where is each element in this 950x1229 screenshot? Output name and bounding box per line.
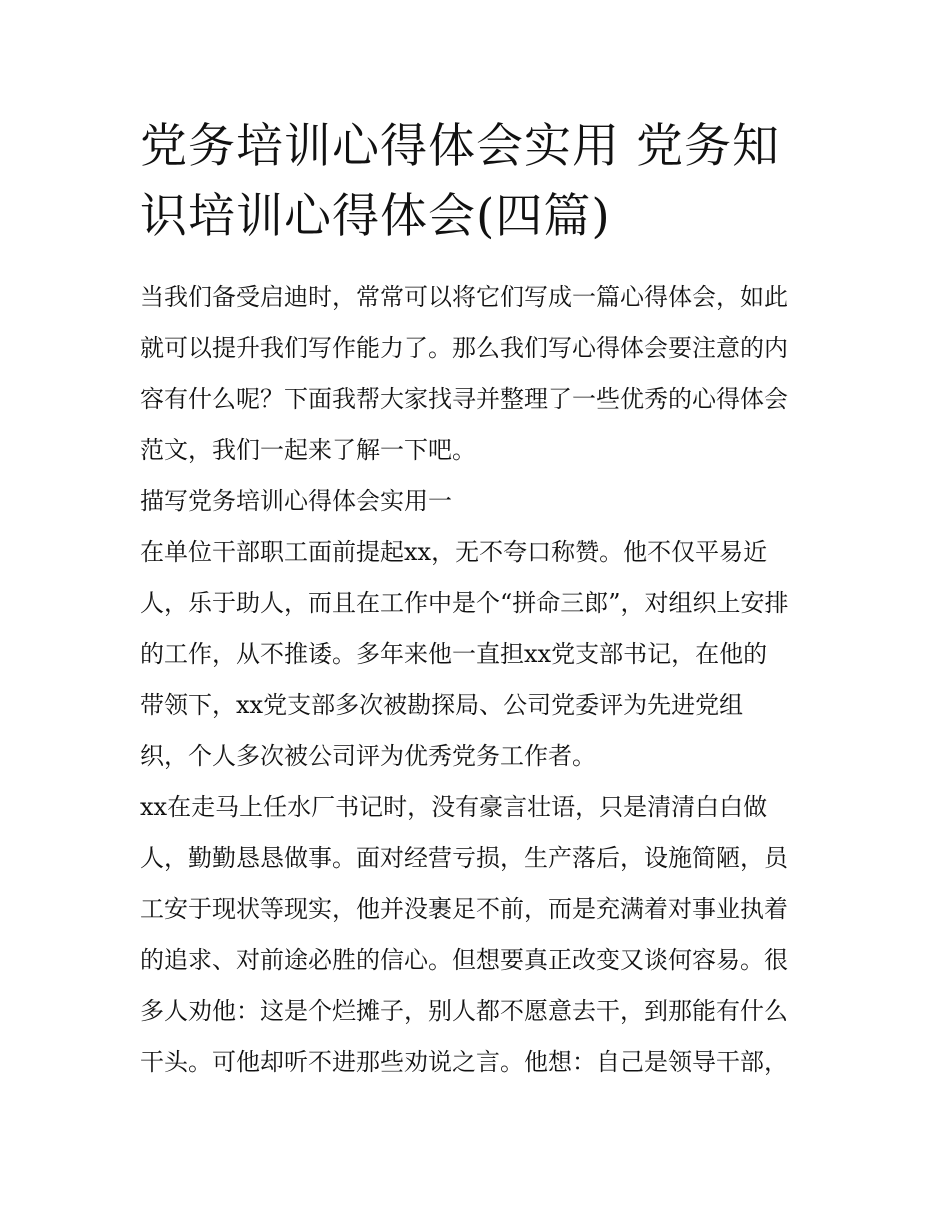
body-line-10: 织，个人多次被公司评为优秀党务工作者。 <box>140 742 596 770</box>
body-line-7: 人，乐于助人，而且在工作中是个“拼命三郎”，对组织上安排 <box>140 589 789 617</box>
body-line-8: 的工作，从不推诿。多年来他一直担xx党支部书记，在他的 <box>140 640 768 668</box>
document-body <box>140 272 820 1088</box>
body-line-12: 人，勤勤恳恳做事。面对经营亏损，生产落后，设施简陋，员 <box>140 844 788 872</box>
title-line-2: 识培训心得体会(四篇) <box>140 189 611 244</box>
body-line-9: 带领下，xx党支部多次被勘探局、公司党委评为先进党组 <box>140 691 744 719</box>
body-line-11: xx在走马上任水厂书记时，没有豪言壮语，只是清清白白做 <box>140 793 768 821</box>
body-line-13: 工安于现状等现实，他并没裹足不前，而是充满着对事业执着 <box>140 895 788 923</box>
body-line-15: 多人劝他：这是个烂摊子，别人都不愿意去干，到那能有什么 <box>140 997 788 1025</box>
body-line-14: 的追求、对前途必胜的信心。但想要真正改变又谈何容易。很 <box>140 946 788 974</box>
document-title <box>140 112 820 252</box>
body-line-3: 容有什么呢？下面我帮大家找寻并整理了一些优秀的心得体会 <box>140 385 788 413</box>
section-heading: 描写党务培训心得体会实用一 <box>140 487 452 515</box>
document-content <box>140 112 820 1088</box>
body-line-6: 在单位干部职工面前提起xx，无不夸口称赞。他不仅平易近 <box>140 538 768 566</box>
body-line-4: 范文，我们一起来了解一下吧。 <box>140 436 476 464</box>
body-line-1: 当我们备受启迪时，常常可以将它们写成一篇心得体会，如此 <box>140 283 788 311</box>
body-line-16: 干头。可他却听不进那些劝说之言。他想：自己是领导干部， <box>140 1048 788 1076</box>
body-line-2: 就可以提升我们写作能力了。那么我们写心得体会要注意的内 <box>140 334 788 362</box>
title-line-1: 党务培训心得体会实用 党务知 <box>140 119 780 174</box>
